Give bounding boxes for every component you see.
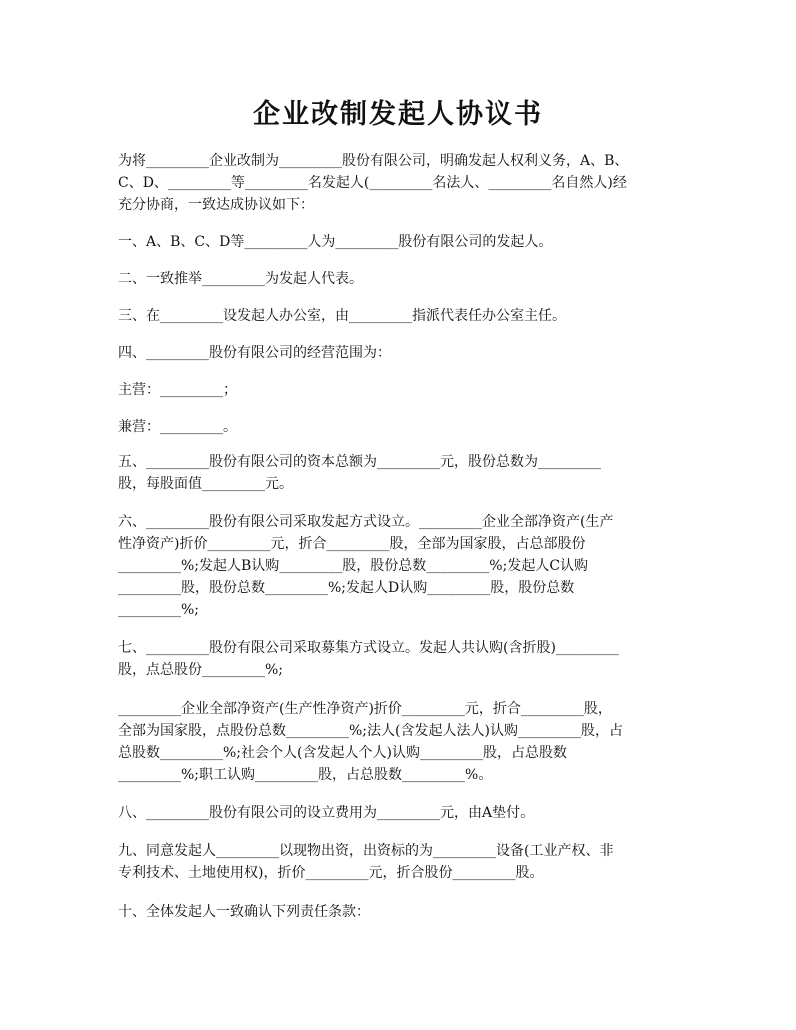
text-line: 四、_________股份有限公司的经营范围为： xyxy=(118,345,391,361)
document-title: 企业改制发起人协议书 xyxy=(253,99,543,130)
text-line: 为将_________企业改制为_________股份有限公司，明确发起人权利义务，A、B、 xyxy=(118,153,629,169)
text-line: _________%; xyxy=(118,602,200,618)
paragraph-intro xyxy=(118,150,680,216)
text-line: 八、_________股份有限公司的设立费用为_________元，由A垫付。 xyxy=(118,805,535,821)
clause-6 xyxy=(118,511,680,621)
text-line: 专利技术、土地使用权)，折价_________元，折合股份_________股。 xyxy=(118,865,544,881)
clause-7 xyxy=(118,637,680,681)
text-line: 六、_________股份有限公司采取发起方式设立。_________企业全部净资产(生产 xyxy=(118,514,614,530)
text-line: _________企业全部净资产(生产性净资产)折价_________元，折合_________股， xyxy=(118,701,612,717)
text-line: _________股，股份总数_________%;发起人D认购_________股，股份总数 xyxy=(118,580,575,596)
clause-7-detail xyxy=(118,698,680,786)
clause-4 xyxy=(118,342,680,364)
clause-9 xyxy=(118,840,680,884)
side-business xyxy=(118,416,680,438)
text-line: _________%;发起人B认购_________股，股份总数_________%;发起人C认购 xyxy=(118,558,589,574)
clause-5 xyxy=(118,451,680,495)
text-line: 十、全体发起人一致确认下列责任条款： xyxy=(118,904,370,920)
text-line: 七、_________股份有限公司采取募集方式设立。发起人共认购(含折股)_________ xyxy=(118,640,619,656)
text-line: 三、在_________设发起人办公室，由_________指派代表任办公室主任。 xyxy=(118,308,566,324)
text-line: 二、一致推举_________为发起人代表。 xyxy=(118,271,363,287)
clause-10 xyxy=(118,901,680,923)
clause-2 xyxy=(118,268,680,290)
text-line: 五、_________股份有限公司的资本总额为_________元，股份总数为_________ xyxy=(118,454,601,470)
text-line: 总股数_________%;社会个人(含发起人个人)认购_________股，占总股数 xyxy=(118,745,567,761)
text-line: 主营：_________； xyxy=(118,382,237,398)
text-line: 一、A、B、C、D等_________人为_________股份有限公司的发起人。 xyxy=(118,234,553,250)
text-line: 充分协商，一致达成协议如下： xyxy=(118,197,314,213)
text-line: 性净资产)折价_________元，折合_________股，全部为国家股，占总部股份 xyxy=(118,536,586,552)
text-line: 股，每股面值_________元。 xyxy=(118,476,293,492)
text-line: C、D、_________等_________名发起人(_________名法人、_________名自然人)经 xyxy=(118,175,627,191)
text-line: 全部为国家股，点股份总数_________%;法人(含发起人法人)认购_________股，占 xyxy=(118,723,623,739)
clause-3 xyxy=(118,305,680,327)
text-line: _________%;职工认购_________股，占总股数_________%。 xyxy=(118,767,493,783)
clause-1 xyxy=(118,231,680,253)
text-line: 九、同意发起人_________以现物出资，出资标的为_________设备(工业产权、非 xyxy=(118,843,614,859)
text-line: 股，点总股份_________%; xyxy=(118,662,284,678)
clause-8 xyxy=(118,802,680,824)
main-business xyxy=(118,379,680,401)
text-line: 兼营：_________。 xyxy=(118,419,237,435)
